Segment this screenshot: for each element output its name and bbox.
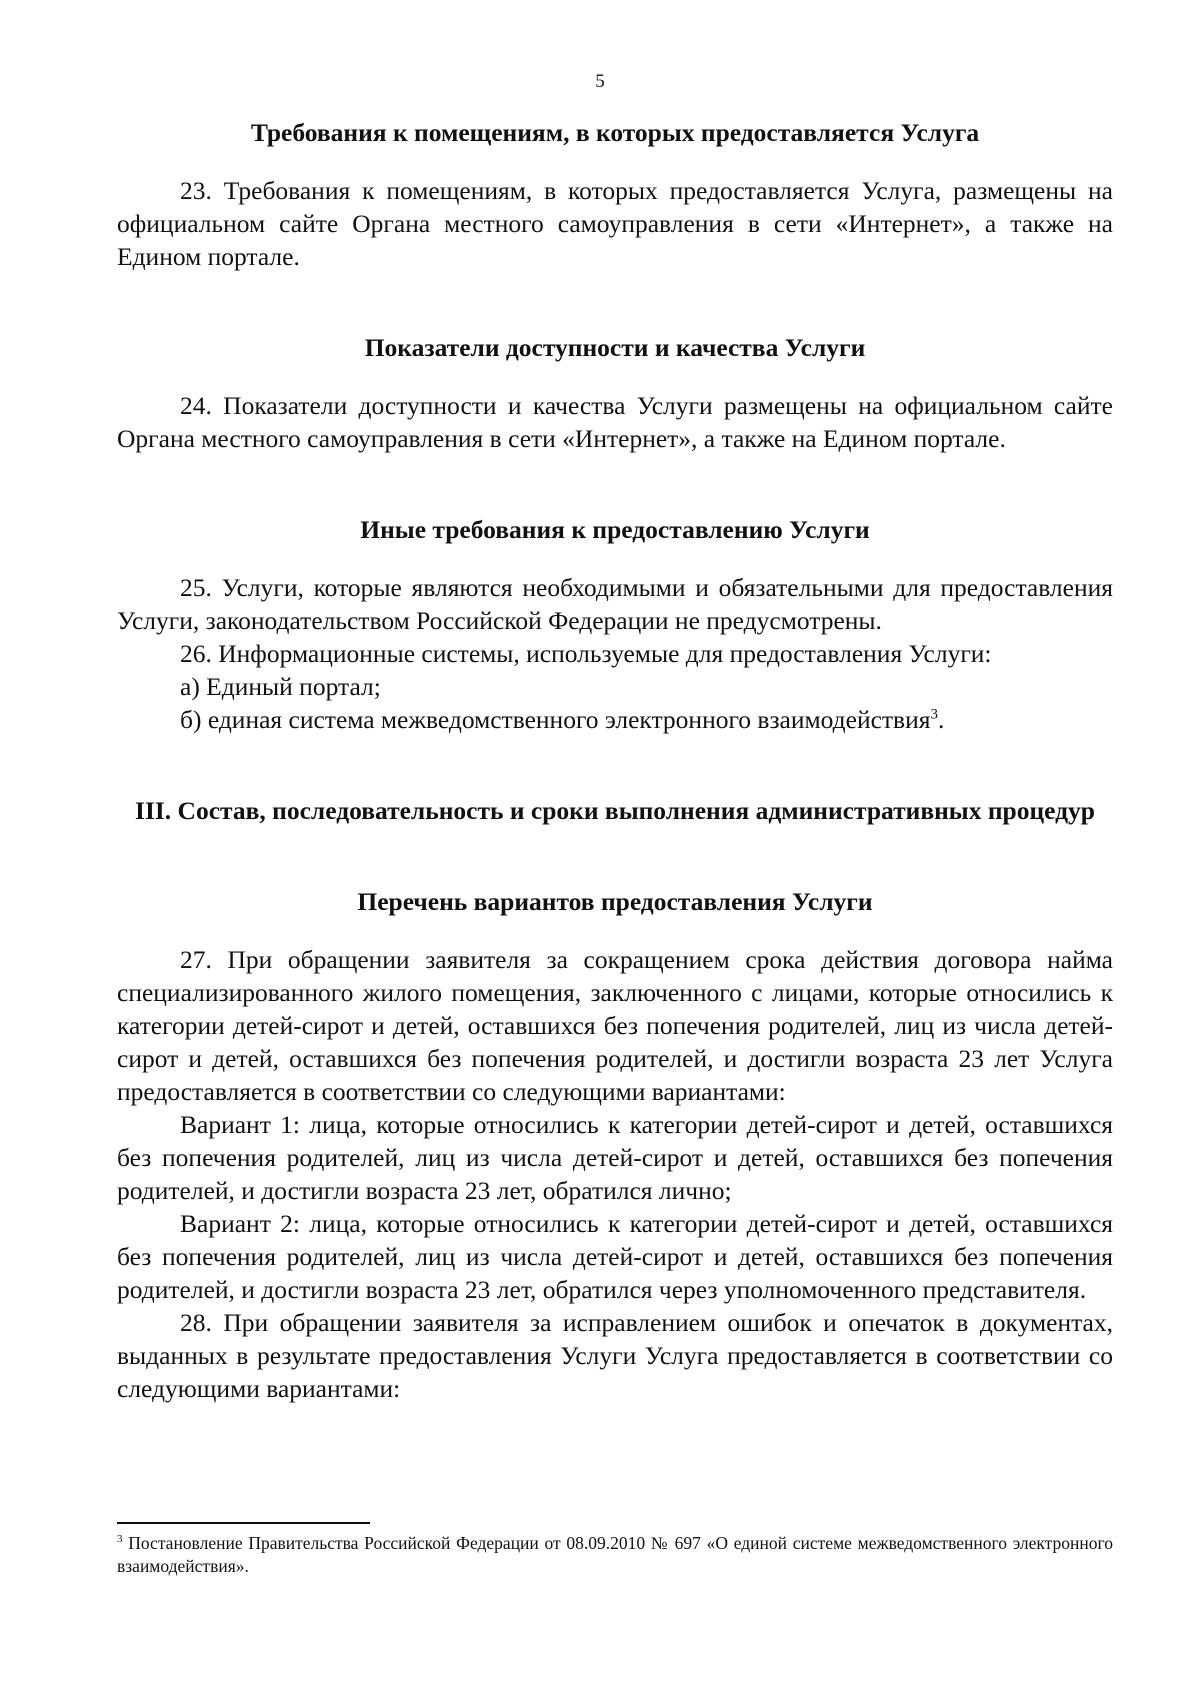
footnote-divider (117, 1522, 370, 1524)
page-number: 5 (595, 71, 605, 92)
footnote-text: Постановление Правительства Российской Федерации от 08.09.2010 № 697 «О единой системе межведомственного электронного взаимодействия». (117, 1533, 1113, 1576)
part-heading-3: III. Состав, последовательность и сроки выполнения административных процедур (135, 796, 1095, 825)
footnote-mark: 3 (117, 1533, 123, 1546)
section-heading-premises: Требования к помещениям, в которых предоставляется Услуга (250, 118, 980, 147)
paragraph-26b-end: . (937, 705, 945, 734)
footnote-reference: 3 (930, 706, 938, 723)
paragraph-variant-2: Вариант 2: лица, которые относились к категории детей-сирот и детей, оставшихся без попечения родителей, лиц из числа детей-сирот и детей, оставшихся без попечения родителей, и достигли возраста 23 лет, обратился через уполномоченного представителя. (117, 1209, 1113, 1304)
page-content (117, 116, 1113, 1405)
section-heading-other: Иные требования к предоставлению Услуги (360, 515, 870, 544)
footnote (117, 1532, 1113, 1578)
paragraph-27: 27. При обращении заявителя за сокращением срока действия договора найма специализированного жилого помещения, заключенного с лицами, которые относились к категории детей-сирот и детей, оставшихся без попечения родителей, лиц из числа детей-сирот и детей, оставшихся без попечения родителей, и достигли возраста 23 лет Услуга предоставляется в соответствии со следующими вариантами: (117, 945, 1113, 1106)
paragraph-variant-1: Вариант 1: лица, которые относились к категории детей-сирот и детей, оставшихся без попечения родителей, лиц из числа детей-сирот и детей, оставшихся без попечения родителей, и достигли возраста 23 лет, обратился лично; (117, 1110, 1113, 1205)
paragraph-26b-text: б) единая система межведомственного электронного взаимодействия (180, 705, 931, 734)
paragraph-25: 25. Услуги, которые являются необходимыми и обязательными для предоставления Услуги, законодательством Российской Федерации не предусмотрены. (117, 573, 1113, 635)
paragraph-26b (117, 703, 1113, 736)
paragraph-26: 26. Информационные системы, используемые для предоставления Услуги: (180, 639, 992, 668)
section-heading-quality: Показатели доступности и качества Услуги (364, 333, 866, 362)
paragraph-23: 23. Требования к помещениям, в которых предоставляется Услуга, размещены на официальном сайте Органа местного самоуправления в сети «Интернет», а также на Едином портале. (117, 176, 1113, 271)
section-heading-variants: Перечень вариантов предоставления Услуги (357, 887, 873, 916)
paragraph-24: 24. Показатели доступности и качества Услуги размещены на официальном сайте Органа местного самоуправления в сети «Интернет», а также на Едином портале. (117, 391, 1113, 453)
paragraph-28: 28. При обращении заявителя за исправлением ошибок и опечаток в документах, выданных в результате предоставления Услуги Услуга предоставляется в соответствии со следующими вариантами: (117, 1308, 1113, 1403)
paragraph-26a: а) Единый портал; (180, 672, 381, 701)
